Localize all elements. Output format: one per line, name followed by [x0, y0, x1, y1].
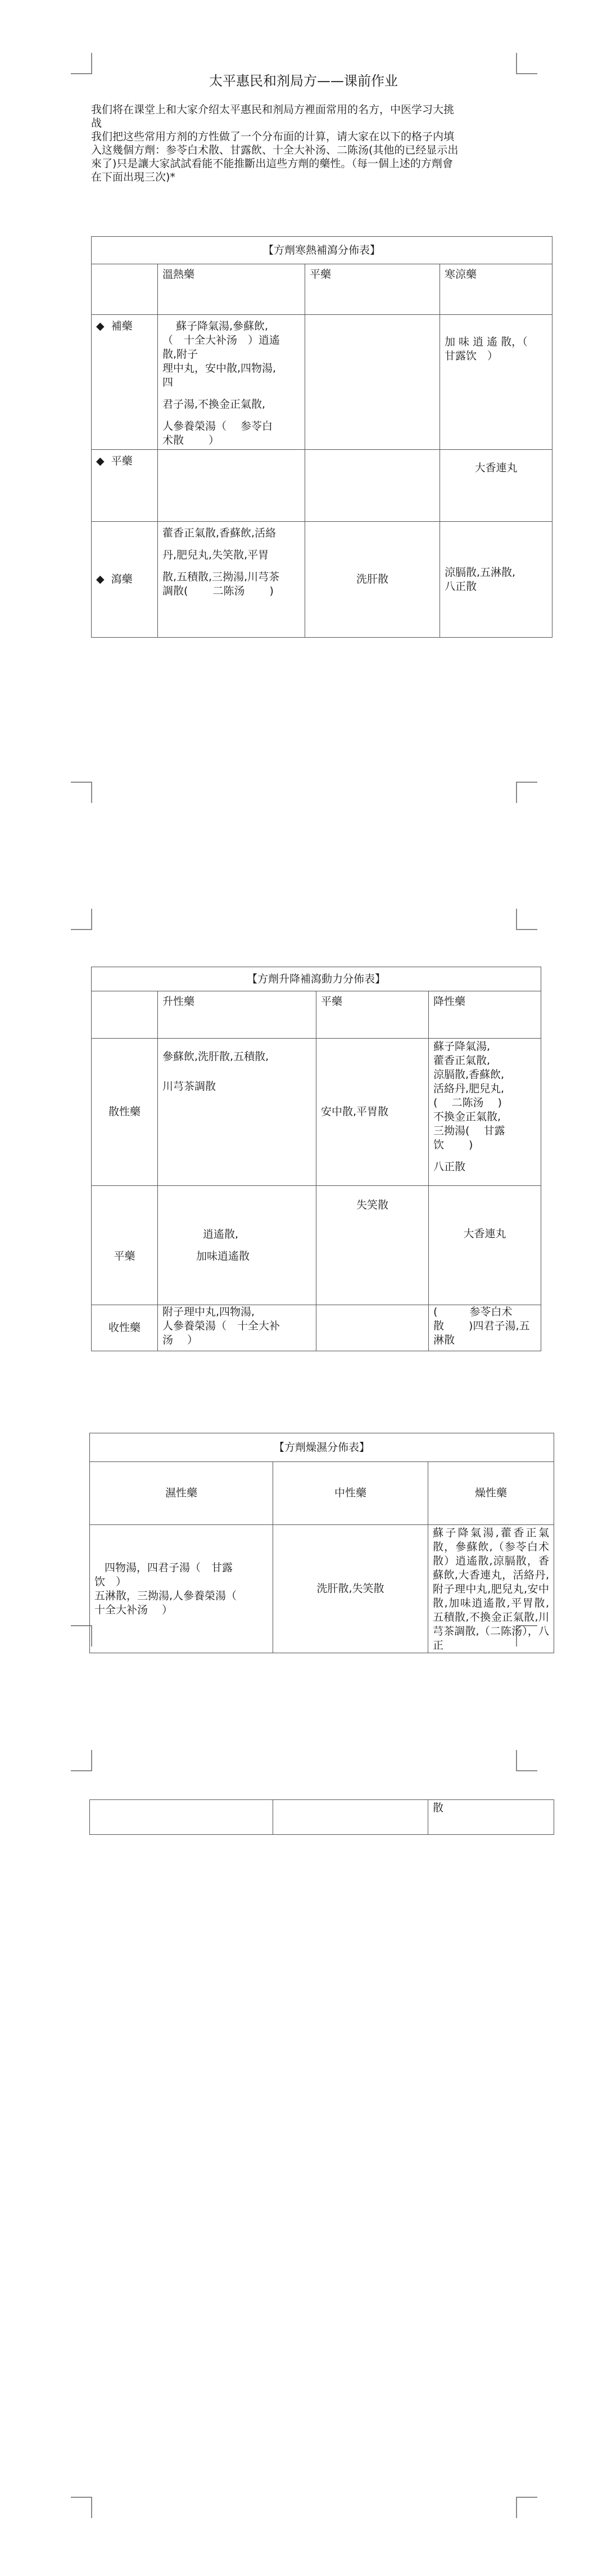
cell-cold-drain[interactable]: 涼膈散,五淋散, 八正散 — [440, 522, 552, 638]
cell-middle-continued[interactable] — [273, 1800, 428, 1835]
cell-descend-neutral[interactable]: 大香連丸 — [429, 1186, 541, 1305]
table-caption: 【方劑寒熱補瀉分佈表】 — [92, 237, 552, 264]
header-descend: 降性藥 — [429, 991, 541, 1039]
row-label-astringe: 收性藥 — [92, 1305, 158, 1351]
crop-mark — [71, 2497, 92, 2518]
crop-mark — [516, 909, 537, 930]
cell-neutral-tonify[interactable] — [305, 315, 440, 450]
cell-neutral-drain[interactable]: 洗肝散 — [305, 522, 440, 638]
intro-line: 在下面出現三次)* — [91, 171, 175, 183]
cell-flat-neutral[interactable]: 失笑散 — [316, 1186, 429, 1305]
ascend-descend-dynamics-table — [91, 967, 541, 1351]
header-cold: 寒涼藥 — [440, 264, 552, 315]
intro-line: 战 — [91, 117, 102, 129]
header-empty — [92, 264, 158, 315]
cell-neutral-neutral[interactable] — [305, 450, 440, 522]
crop-mark — [71, 1750, 92, 1771]
intro-line: 來了)只是讓大家試試看能不能推斷出這些方劑的藥性。（每一個上述的方劑會 — [91, 157, 453, 170]
table-caption: 【方劑升降補瀉動力分佈表】 — [92, 967, 541, 991]
cell-wet[interactable]: 四物湯，四君子湯（ 甘露 饮 ） 五淋散，三拗湯,人參養榮湯（ 十全大补汤 ） — [90, 1525, 273, 1653]
cell-cold-neutral[interactable]: 大香連丸 — [440, 450, 552, 522]
crop-mark — [71, 909, 92, 930]
cell-cold-tonify[interactable]: 加 味 逍 遙 散，（ 甘露饮 ） — [440, 315, 552, 450]
crop-mark — [71, 782, 92, 803]
header-warm: 溫熱藥 — [158, 264, 305, 315]
cell-warm-tonify[interactable]: 蘇子降氣湯,參蘇飲, （ 十全大补汤 ）逍遙 散,附子 理中丸，安中散,四物湯, 四 君子湯,不換金正氣散, 人參養榮湯（ 参苓白 术散 ） — [158, 315, 305, 450]
header-dry: 燥性藥 — [428, 1462, 554, 1525]
row-label-disperse: 散性藥 — [92, 1039, 158, 1186]
dry-wet-table-continued — [89, 1799, 554, 1835]
cell-descend-disperse[interactable]: 蘇子降氣湯, 藿香正氣散, 涼膈散,香蘇飲, 活絡丹,肥兒丸, ( 二陈汤 ) 不換金正氣散, 三拗湯( 甘露 饮 ) 八正散 — [429, 1039, 541, 1186]
cell-flat-astringe[interactable] — [316, 1305, 429, 1351]
cell-wet-continued[interactable] — [90, 1800, 273, 1835]
header-wet: 濕性藥 — [90, 1462, 273, 1525]
intro-line: 入这幾個方劑：参苓白术散、甘露飲、十全大补汤、二陈汤(其他的已经显示出 — [91, 144, 459, 156]
header-neutral: 平藥 — [305, 264, 440, 315]
cell-ascend-astringe[interactable]: 附子理中丸,四物湯, 人參養榮湯（ 十全大补 汤 ） — [158, 1305, 316, 1351]
header-middle: 中性藥 — [273, 1462, 428, 1525]
cold-heat-tonify-drain-table — [91, 236, 552, 638]
cell-warm-drain[interactable]: 藿香正氣散,香蘇飲,活絡 丹,肥兒丸,失笑散,平胃 散,五積散,三拗湯,川芎茶 調散( 二陈汤 ) — [158, 522, 305, 638]
crop-mark — [516, 782, 537, 803]
cell-ascend-disperse[interactable]: 參蘇飲,洗肝散,五積散, 川芎茶調散 — [158, 1039, 316, 1186]
cell-descend-astringe[interactable]: ( 参苓白术 散 )四君子湯,五 淋散 — [429, 1305, 541, 1351]
crop-mark — [516, 1750, 537, 1771]
row-label-drain: ◆ 瀉藥 — [92, 522, 158, 638]
page-title: 太平惠民和剂局方——课前作业 — [209, 73, 398, 89]
cell-flat-disperse[interactable]: 安中散,平胃散 — [316, 1039, 429, 1186]
cell-warm-neutral[interactable] — [158, 450, 305, 522]
header-empty — [92, 991, 158, 1039]
header-flat: 平藥 — [316, 991, 429, 1039]
intro-paragraph — [91, 103, 518, 184]
header-ascend: 升性藥 — [158, 991, 316, 1039]
table-caption: 【方劑燥濕分佈表】 — [90, 1433, 554, 1462]
crop-mark — [516, 2497, 537, 2518]
row-label-neutral: ◆ 平藥 — [92, 450, 158, 522]
cell-middle[interactable]: 洗肝散,失笑散 — [273, 1525, 428, 1653]
row-label-neutral: 平藥 — [92, 1186, 158, 1305]
cell-ascend-neutral[interactable]: 逍遙散, 加味逍遙散 — [158, 1186, 316, 1305]
cell-dry-continued[interactable]: 散 — [428, 1800, 554, 1835]
row-label-tonify: ◆ 補藥 — [92, 315, 158, 450]
cell-dry[interactable]: 蘇子降氣湯,藿香正氣散，參蘇飲,（参苓白术散）逍遙散,涼膈散，香蘇飲,大香連丸，活絡丹,附子理中丸,肥兒丸,安中散,加味逍遙散,平胃散,五積散,不換金正氣散,川芎茶調散,（二陈汤），八正 — [428, 1525, 554, 1653]
intro-line: 我们将在课堂上和大家介绍太平惠民和剂局方裡面常用的名方，中医学习大挑 — [91, 103, 455, 116]
intro-line: 我们把这些常用方剂的方性做了一个分布面的计算，请大家在以下的格子内填 — [91, 130, 455, 143]
dry-wet-table — [89, 1433, 554, 1653]
